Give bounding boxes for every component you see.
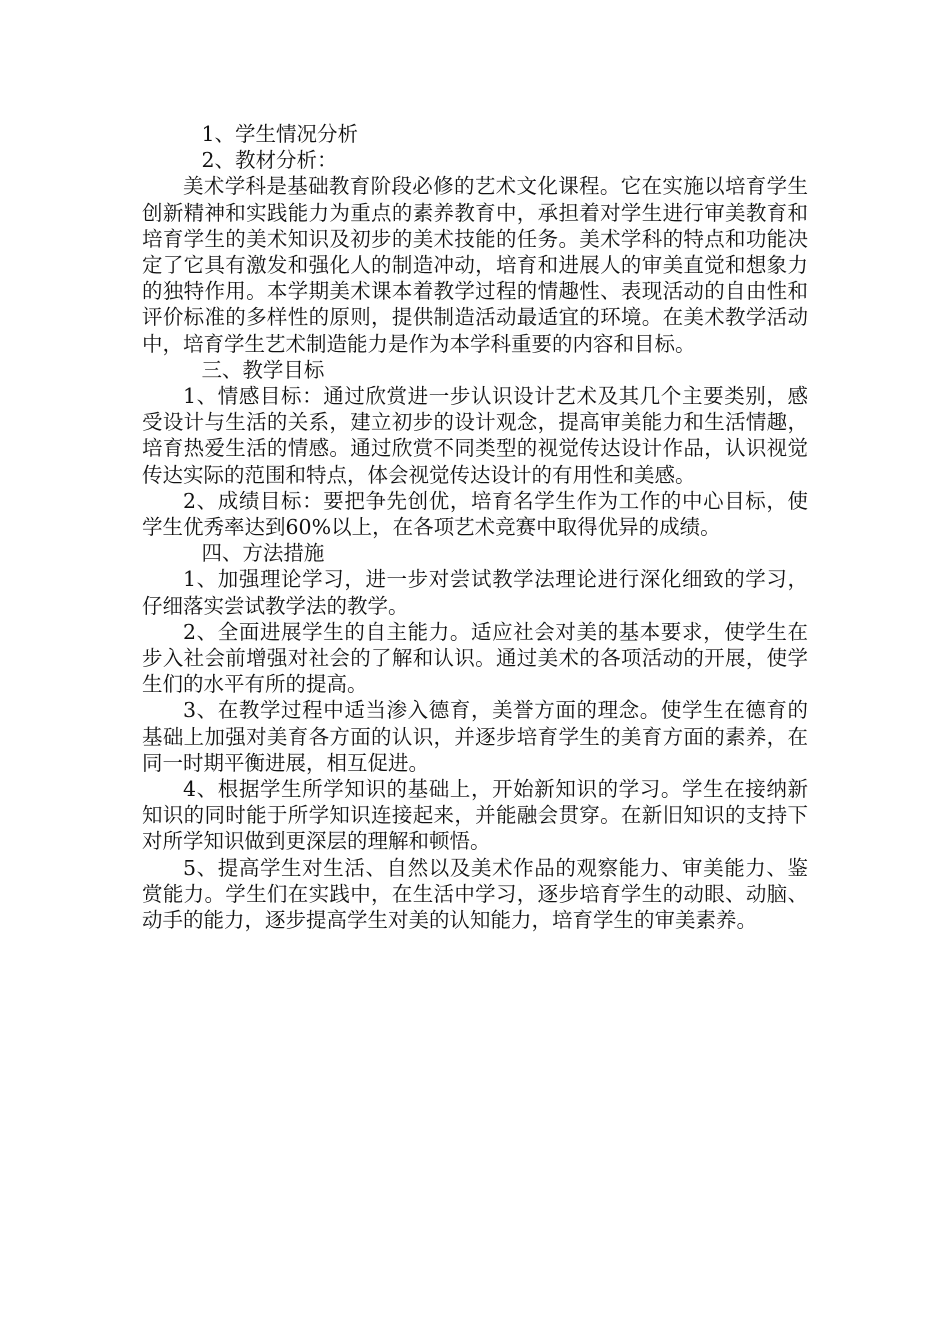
paragraph-method-4: 4、根据学生所学知识的基础上，开始新知识的学习。学生在接纳新知识的同时能于所学知识连接起来，并能融会贯穿。在新旧知识的支持下对所学知识做到更深层的理解和顿悟。 (142, 777, 808, 854)
document-page (142, 121, 808, 933)
paragraph-goal-results: 2、成绩目标：要把争先创优，培育名学生作为工作的中心目标，使学生优秀率达到60%以上，在各项艺术竞赛中取得优异的成绩。 (142, 488, 808, 540)
paragraph-method-5: 5、提高学生对生活、自然以及美术作品的观察能力、审美能力、鉴赏能力。学生们在实践中，在生活中学习，逐步培育学生的动眼、动脑、动手的能力，逐步提高学生对美的认知能力，培育学生的审美素养。 (142, 855, 808, 933)
paragraph-material: 美术学科是基础教育阶段必修的艺术文化课程。它在实施以培育学生创新精神和实践能力为重点的素养教育中，承担着对学生进行审美教育和培育学生的美术知识及初步的美术技能的任务。美术学科的特点和功能决定了它具有激发和强化人的制造冲动，培育和进展人的审美直觉和想象力的独特作用。本学期美术课本着教学过程的情趣性、表现活动的自由性和评价标准的多样性的原则，提供制造活动最适宜的环境。在美术教学活动中，培育学生艺术制造能力是作为本学科重要的内容和目标。 (142, 174, 808, 356)
heading-methods: 四、方法措施 (201, 541, 325, 566)
heading-teaching-goals: 三、教学目标 (201, 357, 325, 382)
paragraph-method-3: 3、在教学过程中适当渗入德育，美誉方面的理念。使学生在德育的基础上加强对美育各方面的认识，并逐步培育学生的美育方面的素养，在同一时期平衡进展，相互促进。 (142, 698, 808, 775)
paragraph-method-2: 2、全面进展学生的自主能力。适应社会对美的基本要求，使学生在步入社会前增强对社会的了解和认识。通过美术的各项活动的开展，使学生们的水平有所的提高。 (142, 619, 808, 697)
paragraph-method-1: 1、加强理论学习，进一步对尝试教学法理论进行深化细致的学习，仔细落实尝试教学法的教学。 (142, 567, 808, 618)
heading-student-analysis: 1、学生情况分析 (201, 122, 358, 146)
heading-material-analysis: 2、教材分析： (201, 148, 338, 173)
paragraph-goal-emotion: 1、情感目标：通过欣赏进一步认识设计艺术及其几个主要类别，感受设计与生活的关系，建立初步的设计观念，提高审美能力和生活情趣，培育热爱生活的情感。通过欣赏不同类型的视觉传达设计作品，认识视觉传达实际的范围和特点，体会视觉传达设计的有用性和美感。 (142, 384, 808, 487)
